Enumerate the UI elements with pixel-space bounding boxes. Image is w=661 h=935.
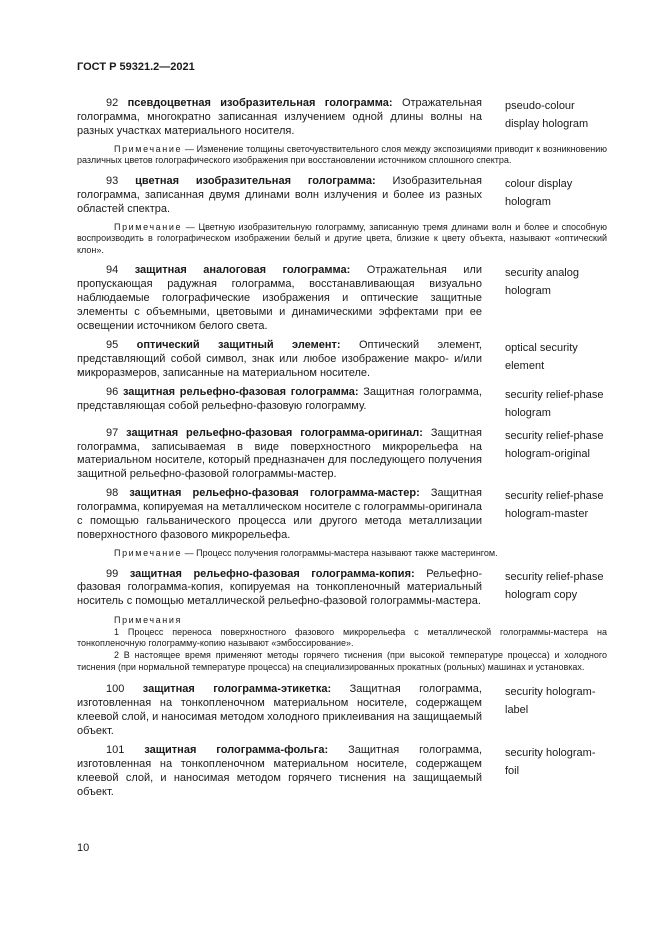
entry-94-english: security analog hologram [505,267,579,298]
document-header: ГОСТ Р 59321.2—2021 [77,61,195,73]
term-name: защитная голограмма-фольга: [144,743,329,756]
term-name: цветная изобразительная голограмма: [135,174,376,187]
entry-number: 96 [106,385,119,398]
note-98 [77,548,607,560]
note-text: — Изменение толщины светочувствительного слоя между экспозициями приводит к возникновению различных цветов голографического изображения при восстановлении источником сплошного спектра. [77,143,607,166]
note-92 [77,144,607,167]
entry-101-english: security hologram-foil [505,746,596,777]
term-name: защитная рельефно-фазовая голограмма-мастер: [129,487,420,500]
term-name: защитная голограмма-этикетка: [142,683,332,696]
term-name: защитная аналоговая голограмма: [134,264,351,277]
term-entry-101 [77,744,607,800]
term-definition: Защитная голограмма, изготовленная на тонкопленочном материальном носителе, содержащем клеевой слой, и наносимая методом холодного приклеивания на защищаемый объект. [77,683,482,737]
term-definition: Изобразительная голограмма, записанная двумя длинами волн излучения и более из разных областей спектра. [77,174,482,215]
term-definition: Отражательная или пропускающая радужная голограмма, восстанавливающая визуально наблюдаемые голографические изображения и оптические защитные элементы с объемными, цветовыми и динамическими эффектами при ее освещении источником белого света. [77,264,482,333]
term-name: защитная рельефно-фазовая голограмма-оригинал: [126,426,423,439]
note-label: Примечание [114,143,183,154]
notes-99 [77,615,607,673]
entry-98-english: security relief-phase hologram-master [505,490,604,521]
entry-95-english: optical security element [505,341,578,372]
term-definition: Защитная голограмма, изготовленная на тонкопленочном материальном носителе, содержащем клеевой слой, и наносимая методом горячего тиснения на защищаемый объект. [77,743,483,798]
term-entry-99 [77,568,607,610]
entry-100-english: security hologram-label [505,686,596,717]
term-entry-97 [77,427,607,483]
entry-92-english: pseudo-colour display hologram [505,100,589,130]
term-entry-92 [77,97,607,139]
term-entry-98 [77,487,607,543]
term-name: защитная рельефно-фазовая голограмма-копия: [129,567,415,580]
entry-99-english: security relief-phase hologram copy [505,570,604,601]
entry-number: 99 [106,567,119,580]
entry-100-russian [77,683,482,739]
term-entry-95 [77,339,607,381]
note-item-2: 2 В настоящее время применяют методы горячего тиснения (при высокой температуре процесса) и холодного тиснения (при нормальной температуре процесса) на специализированных прокатных (рольных) машинах и установках. [77,650,607,672]
entry-number: 94 [106,264,119,277]
notes-title: Примечания [114,615,182,626]
entry-number: 98 [106,487,119,500]
content [77,97,607,804]
note-text: — Процесс получения голограммы-мастера называют также мастерингом. [184,547,498,558]
entry-96-english: security relief-phase hologram [505,388,604,419]
term-entry-96 [77,386,607,422]
note-label: Примечание [114,547,183,558]
entry-number: 100 [106,683,125,696]
entry-number: 101 [106,743,125,756]
term-entry-100 [77,683,607,739]
page-number: 10 [77,842,90,854]
term-definition: Оптический элемент, представляющий собой символ, знак или любое изображение макро- и/или микроразмеров, записанные на материальном носителе. [77,338,482,379]
entry-number: 95 [106,338,119,351]
note-93 [77,222,607,257]
entry-101-russian [77,744,482,800]
note-item-1: 1 Процесс переноса поверхностного фазового микрорельефа с металлической голограммы-мастера на тонкопленочную голограмму-копию называют «эмбоссирование». [77,626,607,649]
note-text: — Цветную изобразительную голограмму, записанную тремя длинами волн и более и способную воспроизводить в голографическом изображении белый и другие цвета, близкие к цвету объекта, называют «оптический клон». [77,221,607,255]
entry-93-russian [77,175,482,217]
term-name: защитная рельефно-фазовая голограмма: [122,385,359,398]
term-name: оптический защитный элемент: [136,338,341,351]
note-label: Примечание [114,221,183,232]
entry-95-russian [77,339,482,381]
term-definition: Защитная голограмма, копируемая на металлическом носителе с голограммы-оригинала с помощью гальванического процесса или другого метода металлизации поверхностного фазового микрорельефа. [77,487,482,541]
term-name: псевдоцветная изобразительная голограмма: [127,97,393,109]
entry-number: 93 [106,174,119,187]
term-definition: Защитная голограмма, представляющая собой рельефно-фазовую голограмму. [77,385,482,412]
entry-94-russian [77,264,482,334]
term-definition: Рельефно-фазовая голограмма-копия, копируемая на тонкопленочный материальный носитель с помощью металлической рельефно-фазовой голограммы-мастера. [77,567,483,608]
entry-98-russian [77,487,482,543]
entry-92-russian [77,97,482,139]
term-definition: Защитная голограмма, записываемая в виде поверхностного микрорельефа на материальном носителе, который предназначен для последующего получения защитной рельефно-фазовой голограммы-мастер. [77,426,482,481]
entry-93-english: colour display hologram [505,177,573,208]
entry-97-english: security relief-phase hologram-original [505,429,604,460]
entry-number: 92 [106,97,119,109]
entry-96-russian [77,386,482,422]
term-entry-94 [77,264,607,334]
term-definition: Отражательная голограмма, многократно записанная излучением одной длины волны на разных участках материального носителя. [77,97,482,137]
entry-97-russian [77,427,482,483]
entry-99-russian [77,568,482,610]
term-entry-93 [77,175,607,217]
entry-number: 97 [106,426,119,439]
